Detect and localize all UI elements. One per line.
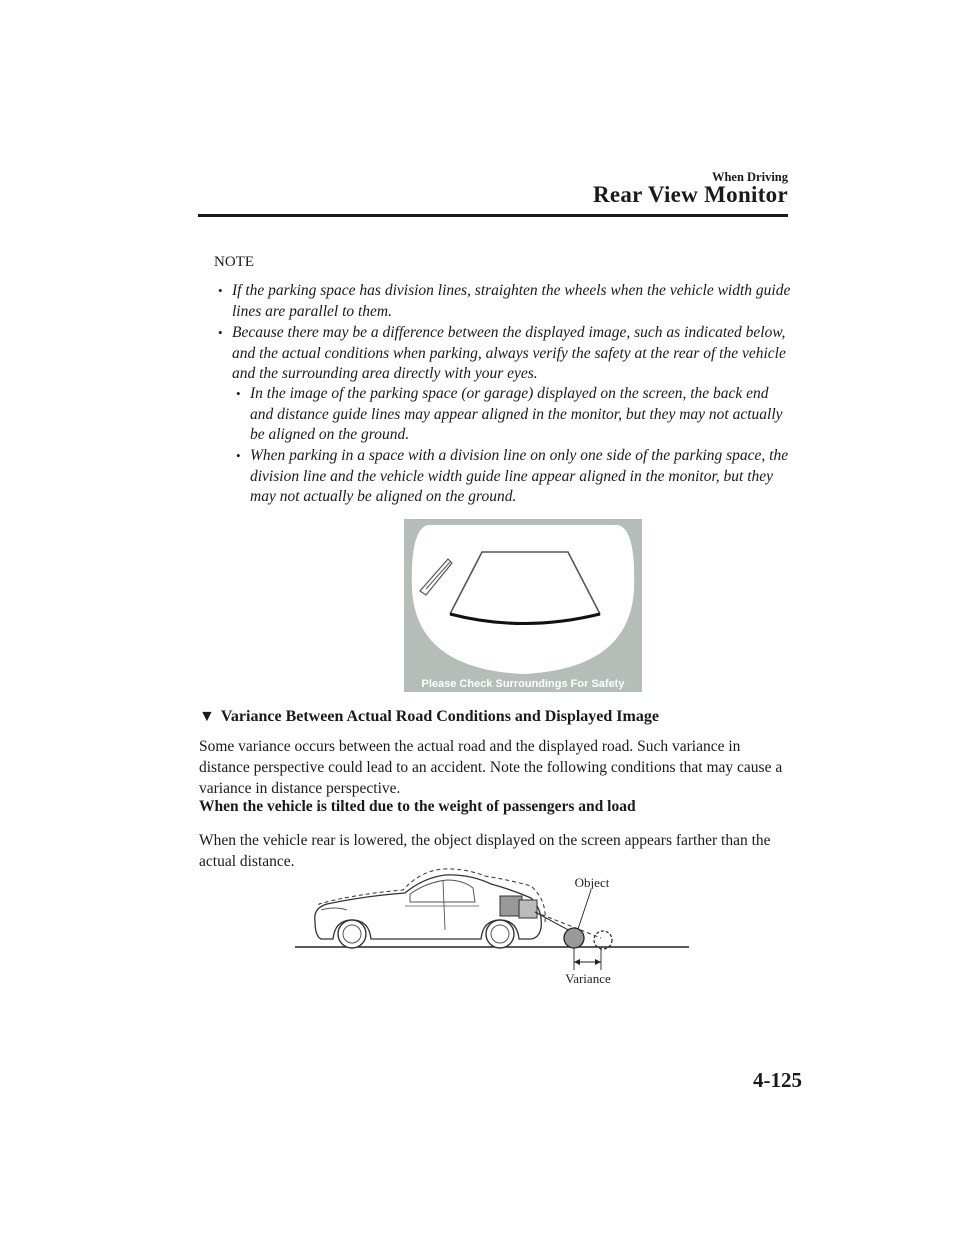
running-header-section: When Driving <box>711 170 788 184</box>
note-bullet <box>218 281 793 322</box>
object-actual <box>564 928 584 948</box>
header-rule <box>198 214 788 217</box>
rear-view-monitor-illustration <box>404 519 642 692</box>
bullet-dot-icon: • <box>236 386 241 401</box>
running-header-title: Rear View Monitor <box>592 182 788 207</box>
note-sub-bullet-text: In the image of the parking space (or garage) displayed on the screen, the back end and distance guide lines may appear aligned in the monitor, but they may not actually be aligned on the ground. <box>250 385 783 443</box>
camera-view-area <box>412 525 634 674</box>
object-label: Object <box>574 875 610 890</box>
note-label: NOTE <box>214 254 254 270</box>
section-heading-text: Variance Between Actual Road Conditions and Displayed Image <box>220 708 659 725</box>
triangle-marker-icon: ▼ <box>199 708 215 725</box>
note-sub-bullet <box>236 384 791 446</box>
page-number: 4-125 <box>753 1068 802 1092</box>
rear-wheel <box>486 920 514 948</box>
note-sub-bullet-text: When parking in a space with a division line on only one side of the parking space, the division line and the vehicle width guide line appear aligned in the monitor, but they may not actually be aligned on the ground. <box>250 447 789 505</box>
front-wheel <box>338 920 366 948</box>
bullet-dot-icon: • <box>218 325 223 340</box>
monitor-caption: Please Check Surroundings For Safety <box>421 678 625 690</box>
vehicle-tilt-diagram <box>295 866 695 991</box>
condition-subheading: When the vehicle is tilted due to the weight of passengers and load <box>199 798 636 815</box>
section-intro-paragraph: Some variance occurs between the actual road and the displayed road. Such variance in distance perspective could lead to an accident. Note the following conditions that may cause a variance in distance perspective. <box>199 738 783 797</box>
bullet-dot-icon: • <box>236 448 241 463</box>
condition-paragraph: When the vehicle rear is lowered, the object displayed on the screen appears farther than the actual distance. <box>199 832 771 870</box>
section-heading <box>199 708 659 726</box>
note-bullet-text: If the parking space has division lines, straighten the wheels when the vehicle width guide lines are parallel to them. <box>232 282 791 320</box>
bullet-dot-icon: • <box>218 283 223 298</box>
note-sub-bullet <box>236 446 791 508</box>
variance-label: Variance <box>565 971 611 986</box>
note-bullet-text: Because there may be a difference between the displayed image, such as indicated below, and the actual conditions when parking, always verify the safety at the rear of the vehicle and the surrounding area directly with your eyes. <box>232 324 786 382</box>
note-bullet <box>218 323 793 385</box>
object-apparent <box>594 931 612 949</box>
